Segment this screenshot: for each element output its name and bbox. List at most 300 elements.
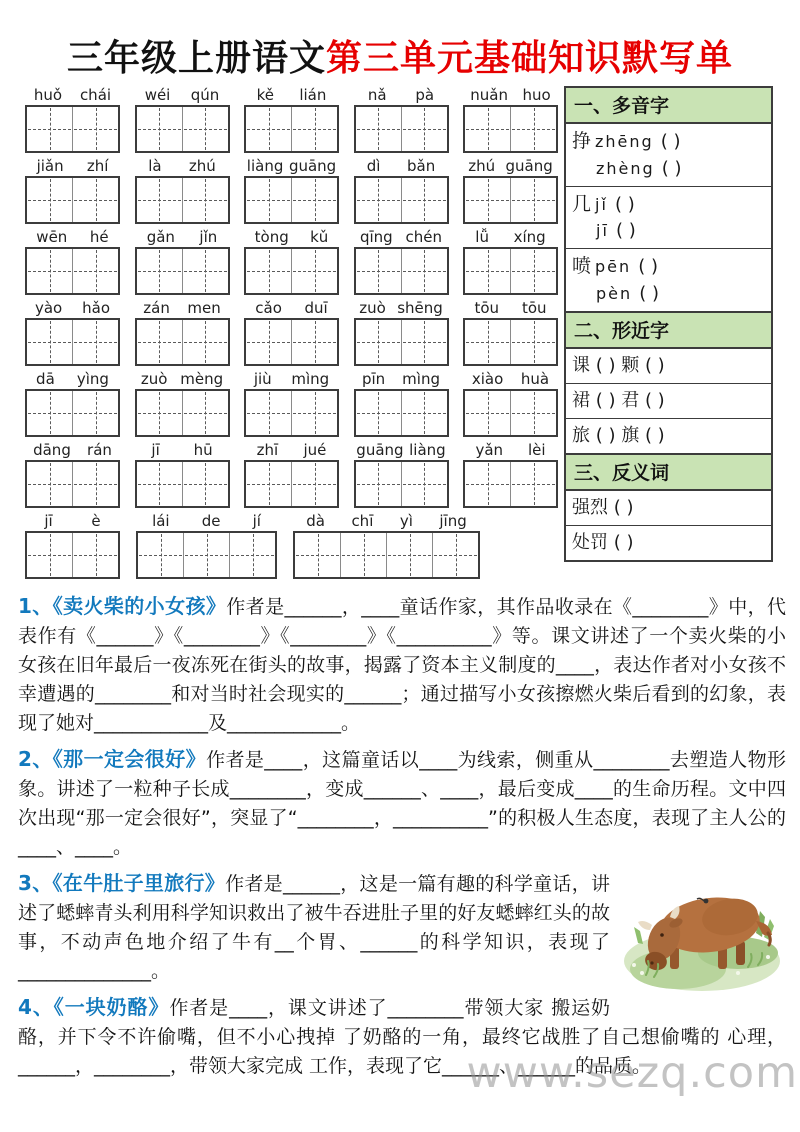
pinyin-syllable: yǎn — [475, 441, 504, 459]
writing-grid-cell — [356, 391, 401, 435]
writing-grid — [135, 460, 230, 508]
writing-grid — [135, 389, 230, 437]
writing-grid — [244, 460, 339, 508]
duoyin-line-1 — [572, 191, 765, 219]
sidebar-section-header: 一、多音字 — [566, 88, 771, 124]
pinyin-syllable: lèi — [527, 441, 546, 459]
writing-grid — [354, 176, 449, 224]
pinyin-syllable: zhī — [256, 441, 279, 459]
pinyin-label — [354, 157, 449, 176]
word-grid-group — [463, 370, 558, 437]
pinyin-grid-row — [25, 370, 558, 437]
writing-grid-cell — [465, 462, 510, 506]
paragraph-3 — [18, 869, 786, 986]
word-grid-group — [135, 441, 230, 508]
writing-grid-cell — [27, 462, 72, 506]
writing-grid-cell — [510, 107, 556, 151]
writing-grid — [354, 105, 449, 153]
word-grid-group — [136, 512, 277, 579]
pinyin-syllable: tōu — [474, 299, 500, 317]
cow-grazing-icon — [618, 873, 786, 995]
writing-grid — [244, 105, 339, 153]
writing-grid-cell — [137, 107, 182, 151]
writing-grid-cell — [291, 249, 337, 293]
pinyin-label — [135, 157, 230, 176]
duoyin-pinyin-1: pēn — [595, 257, 639, 277]
pinyin-syllable: jī — [44, 512, 53, 530]
paragraph-2 — [18, 745, 786, 862]
writing-grid-cell — [401, 107, 447, 151]
writing-grid — [244, 247, 339, 295]
duoyin-pinyin-2: jī — [596, 221, 616, 241]
sidebar-section-header: 二、形近字 — [566, 311, 771, 349]
duoyin-character: 挣 — [572, 130, 592, 152]
pinyin-syllable: nuǎn — [470, 86, 508, 104]
pinyin-syllable: chén — [405, 228, 443, 246]
word-grid-group — [244, 228, 339, 295]
writing-grid — [244, 389, 339, 437]
page-title — [0, 30, 800, 81]
writing-grid-cell — [27, 391, 72, 435]
knowledge-sidebar-table — [564, 86, 773, 562]
writing-grid-cell — [356, 320, 401, 364]
duoyin-line-2 — [572, 281, 765, 307]
pinyin-syllable: guāng — [288, 157, 337, 175]
pinyin-syllable: dì — [366, 157, 381, 175]
word-grid-group — [293, 512, 480, 579]
sidebar-section-xingjin — [566, 311, 771, 453]
writing-grid-cell — [72, 533, 118, 577]
word-grid-group — [25, 86, 120, 153]
xingjin-left: 旅 ( ) — [572, 425, 622, 447]
word-grid-group — [135, 370, 230, 437]
writing-grid-cell — [356, 462, 401, 506]
sidebar-row — [566, 526, 771, 560]
paragraph-3-title: 3、《在牛肚子里旅行》 — [18, 871, 226, 895]
word-grid-group — [244, 441, 339, 508]
writing-grid-cell — [510, 249, 556, 293]
pinyin-syllable: tōu — [521, 299, 547, 317]
writing-grid-cell — [401, 249, 447, 293]
pinyin-syllable: dà — [306, 512, 325, 530]
pinyin-label — [244, 441, 339, 460]
pinyin-syllable: lián — [299, 86, 327, 104]
pinyin-label — [244, 157, 339, 176]
pinyin-syllable: chái — [79, 86, 112, 104]
blank-parentheses: ( ) — [615, 220, 636, 242]
writing-grid — [354, 247, 449, 295]
pinyin-syllable: zuò — [140, 370, 168, 388]
pinyin-label — [463, 86, 558, 105]
pinyin-grid-row — [25, 299, 558, 366]
pinyin-grid-row — [25, 228, 558, 295]
pinyin-label — [136, 512, 277, 531]
writing-grid-cell — [246, 249, 291, 293]
writing-grid-cell — [137, 462, 182, 506]
pinyin-label — [463, 299, 558, 318]
pinyin-syllable: kě — [256, 86, 275, 104]
writing-grid — [463, 247, 558, 295]
pinyin-syllable: jí — [252, 512, 261, 530]
fanyi-word: 处罚 ( ) — [572, 532, 634, 554]
writing-grid-cell — [27, 533, 72, 577]
writing-grid-cell — [72, 320, 118, 364]
xingjin-left: 裙 ( ) — [572, 390, 622, 412]
sidebar-row — [566, 491, 771, 526]
writing-grid — [135, 176, 230, 224]
writing-grid-cell — [291, 462, 337, 506]
blank-parentheses: ( ) — [660, 131, 681, 152]
writing-grid-cell — [27, 107, 72, 151]
writing-grid-cell — [401, 178, 447, 222]
sidebar-section-duoyin — [566, 88, 771, 311]
pinyin-grid-row — [25, 86, 558, 153]
writing-grid — [244, 176, 339, 224]
paragraph-1-body: 作者是______，____童话作家，其作品收录在《________》中，代表作有《______》《________》《________》《__________》等。课文讲述了一个卖火柴的小女孩在旧年最后一夜冻死在街头的故事，揭露了资本主义制度的____，表达作者对小女孩不幸遭遇的________和对当时社会现实的______；通过描写小女孩擦燃火柴后看到的幻象，表现了她对____________及____________。 — [18, 596, 786, 734]
page-title-red: 第三单元基础知识默写单 — [326, 38, 734, 79]
word-grid-group — [25, 512, 120, 579]
writing-grid-cell — [356, 107, 401, 151]
paragraph-2-title: 2、《那一定会很好》 — [18, 747, 207, 771]
xingjin-pair — [572, 390, 665, 411]
pinyin-syllable: xíng — [513, 228, 546, 246]
word-grid-group — [354, 157, 449, 224]
writing-grid — [25, 247, 120, 295]
duoyin-line-1 — [572, 128, 765, 156]
pinyin-label — [244, 86, 339, 105]
pinyin-label — [354, 228, 449, 247]
xingjin-left: 课 ( ) — [572, 354, 622, 376]
writing-grid — [293, 531, 480, 579]
pinyin-syllable: jué — [303, 441, 327, 459]
writing-grid — [354, 318, 449, 366]
pinyin-syllable: mèng — [180, 370, 224, 388]
sidebar-row — [566, 187, 771, 250]
pinyin-syllable: tòng — [254, 228, 289, 246]
writing-grid-cell — [510, 178, 556, 222]
sidebar-row — [566, 384, 771, 419]
word-grid-group — [25, 299, 120, 366]
pinyin-syllable: cǎo — [255, 299, 282, 317]
word-grid-group — [354, 441, 449, 508]
pinyin-grid-row — [25, 512, 558, 579]
writing-grid-cell — [246, 391, 291, 435]
pinyin-syllable: nǎ — [367, 86, 387, 104]
writing-grid-cell — [465, 107, 510, 151]
writing-grid — [135, 318, 230, 366]
writing-grid-cell — [137, 320, 182, 364]
duoyin-pinyin-1: jǐ — [595, 194, 615, 214]
pinyin-syllable: zhú — [468, 157, 496, 175]
writing-grid — [25, 460, 120, 508]
writing-grid-cell — [510, 320, 556, 364]
writing-grid-cell — [182, 249, 228, 293]
pinyin-label — [25, 157, 120, 176]
word-grid-group — [463, 86, 558, 153]
pinyin-syllable: zhú — [188, 157, 216, 175]
paragraph-2-body: 作者是____，这篇童话以____为线索，侧重从________去塑造人物形象。讲述了一粒种子长成________，变成______、____，最后变成____的生命历程。文中四次出现“那一定会很好”，突显了“________，__________”的积极人生态度，表现了主人公的____、____。 — [18, 749, 786, 858]
pinyin-syllable: mìng — [291, 370, 330, 388]
writing-grid-cell — [137, 249, 182, 293]
pinyin-syllable: hé — [89, 228, 109, 246]
writing-grid-cell — [182, 107, 228, 151]
sidebar-row — [566, 124, 771, 187]
writing-grid — [463, 105, 558, 153]
writing-grid-cell — [182, 320, 228, 364]
writing-grid — [25, 318, 120, 366]
writing-grid-cell — [72, 249, 118, 293]
writing-grid-cell — [510, 462, 556, 506]
pinyin-grid-row — [25, 441, 558, 508]
word-grid-group — [25, 370, 120, 437]
writing-grid-cell — [229, 533, 275, 577]
word-grid-group — [244, 157, 339, 224]
writing-grid-cell — [295, 533, 340, 577]
word-grid-group — [244, 370, 339, 437]
pinyin-syllable: là — [148, 157, 162, 175]
pinyin-label — [463, 157, 558, 176]
writing-grid-cell — [182, 391, 228, 435]
cow-illustration — [618, 873, 786, 995]
pinyin-label — [135, 299, 230, 318]
xingjin-pair — [572, 425, 665, 446]
duoyin-line-1 — [572, 253, 765, 281]
pinyin-label — [25, 299, 120, 318]
blank-parentheses: ( ) — [639, 282, 660, 304]
writing-grid-cell — [183, 533, 229, 577]
pinyin-syllable: dāng — [33, 441, 71, 459]
writing-grid-cell — [291, 320, 337, 364]
pinyin-label — [135, 441, 230, 460]
paragraph-1-title: 1、《卖火柴的小女孩》 — [18, 594, 227, 618]
word-grid-group — [463, 228, 558, 295]
watermark: www.sezq.com — [466, 1048, 798, 1098]
pinyin-syllable: jǐn — [199, 228, 218, 246]
writing-grid — [463, 460, 558, 508]
pinyin-syllable: wēn — [36, 228, 68, 246]
pinyin-syllable: shēng — [397, 299, 443, 317]
pinyin-label — [463, 441, 558, 460]
pinyin-syllable: men — [187, 299, 221, 317]
pinyin-syllable: qún — [190, 86, 220, 104]
sidebar-section-fanyi — [566, 453, 771, 560]
pinyin-syllable: yào — [34, 299, 63, 317]
duoyin-character: 喷 — [572, 255, 592, 278]
pinyin-syllable: hū — [193, 441, 213, 459]
pinyin-syllable: è — [91, 512, 101, 530]
writing-grid — [25, 105, 120, 153]
pinyin-label — [25, 86, 120, 105]
writing-grid — [25, 531, 120, 579]
writing-grid-cell — [246, 462, 291, 506]
word-grid-group — [463, 299, 558, 366]
writing-grid-cell — [465, 320, 510, 364]
pinyin-label — [463, 370, 558, 389]
pinyin-syllable: xiào — [471, 370, 504, 388]
blank-parentheses: ( ) — [638, 256, 659, 278]
pinyin-syllable: liàng — [409, 441, 446, 459]
pinyin-label — [244, 370, 339, 389]
writing-grid-cell — [465, 391, 510, 435]
writing-grid-cell — [246, 107, 291, 151]
writing-grid — [135, 247, 230, 295]
sidebar-row — [566, 349, 771, 384]
writing-grid-cell — [401, 320, 447, 364]
pinyin-label — [244, 228, 339, 247]
duoyin-line-2 — [572, 156, 765, 182]
writing-grid-cell — [182, 462, 228, 506]
word-grid-group — [354, 228, 449, 295]
pinyin-syllable: dā — [36, 370, 55, 388]
writing-grid — [136, 531, 277, 579]
pinyin-label — [354, 441, 449, 460]
pinyin-label — [25, 370, 120, 389]
writing-grid-cell — [432, 533, 478, 577]
pinyin-label — [25, 512, 120, 531]
writing-grid-cell — [401, 391, 447, 435]
duoyin-character: 几 — [572, 192, 592, 215]
writing-grid-cell — [137, 178, 182, 222]
word-grid-group — [135, 86, 230, 153]
pinyin-label — [135, 228, 230, 247]
pinyin-syllable: yì — [399, 512, 413, 530]
pinyin-label — [244, 299, 339, 318]
page-title-black: 三年级上册语文 — [66, 38, 326, 79]
writing-grid-cell — [72, 462, 118, 506]
duoyin-pinyin-2: pèn — [596, 283, 640, 303]
pinyin-label — [25, 441, 120, 460]
pinyin-label — [463, 228, 558, 247]
xingjin-right: 旗 ( ) — [621, 425, 665, 447]
pinyin-syllable: jiù — [253, 370, 272, 388]
pinyin-syllable: huà — [520, 370, 550, 388]
pinyin-syllable: liàng — [246, 157, 284, 175]
pinyin-label — [354, 299, 449, 318]
word-grid-group — [354, 299, 449, 366]
writing-grid-cell — [356, 178, 401, 222]
writing-grid-cell — [291, 391, 337, 435]
word-grid-group — [25, 157, 120, 224]
pinyin-syllable: gǎn — [146, 228, 175, 246]
writing-grid-cell — [138, 533, 183, 577]
pinyin-syllable: wéi — [144, 86, 171, 104]
word-grid-group — [463, 441, 558, 508]
xingjin-right: 颗 ( ) — [621, 354, 665, 376]
writing-grid-cell — [386, 533, 432, 577]
blank-parentheses: ( ) — [661, 157, 682, 179]
word-grid-group — [25, 228, 120, 295]
writing-grid-cell — [246, 320, 291, 364]
pinyin-syllable: hǎo — [82, 299, 111, 317]
pinyin-grid-row — [25, 157, 558, 224]
pinyin-syllable: bǎn — [407, 157, 436, 175]
paragraph-1 — [18, 592, 786, 738]
duoyin-line-2 — [572, 218, 765, 244]
writing-grid-cell — [510, 391, 556, 435]
word-grid-group — [135, 299, 230, 366]
writing-grid — [354, 389, 449, 437]
pinyin-syllable: jī — [151, 441, 160, 459]
paragraph-3-body: 作者是______，这是一篇有趣的科学童话，讲述了蟋蟀青头利用科学知识救出了被牛吞进肚子里的好友蟋蟀红头的故事，不动声色地介绍了牛有__个胃、______的科学知识，表现了______________。 — [18, 873, 610, 982]
sidebar-row — [566, 419, 771, 453]
pinyin-syllable: zán — [143, 299, 170, 317]
word-grid-group — [463, 157, 558, 224]
word-grid-group — [25, 441, 120, 508]
pinyin-syllable: lái — [152, 512, 170, 530]
writing-grid-cell — [465, 178, 510, 222]
pinyin-syllable: lǚ — [475, 228, 489, 246]
pinyin-syllable: huo — [522, 86, 551, 104]
writing-grid-cell — [27, 320, 72, 364]
paragraph-4-title: 4、《一块奶酪》 — [18, 995, 170, 1019]
pinyin-syllable: rán — [87, 441, 112, 459]
blank-parentheses: ( ) — [615, 193, 635, 215]
pinyin-syllable: jiǎn — [36, 157, 64, 175]
xingjin-pair — [572, 355, 665, 376]
writing-grid-cell — [356, 249, 401, 293]
word-grid-group — [354, 86, 449, 153]
pinyin-syllable: zhí — [86, 157, 109, 175]
writing-grid — [463, 176, 558, 224]
writing-grid-cell — [182, 178, 228, 222]
writing-grid — [463, 318, 558, 366]
writing-grid — [25, 176, 120, 224]
top-zone — [25, 86, 775, 581]
writing-grid-cell — [72, 107, 118, 151]
writing-grid-cell — [465, 249, 510, 293]
word-grid-group — [135, 157, 230, 224]
pinyin-syllable: yìng — [76, 370, 109, 388]
word-grid-group — [354, 370, 449, 437]
pinyin-syllable: pīn — [361, 370, 386, 388]
pinyin-syllable: de — [201, 512, 221, 530]
word-grid-group — [244, 299, 339, 366]
writing-grid — [135, 105, 230, 153]
fanyi-word: 强烈 ( ) — [572, 497, 634, 519]
writing-grid-cell — [72, 178, 118, 222]
pinyin-label — [293, 512, 480, 531]
writing-grid-cell — [291, 178, 337, 222]
pinyin-label — [25, 228, 120, 247]
pinyin-label — [135, 86, 230, 105]
writing-grid — [354, 460, 449, 508]
sidebar-section-header: 三、反义词 — [566, 453, 771, 491]
writing-grid-cell — [246, 178, 291, 222]
pinyin-syllable: pà — [415, 86, 435, 104]
pinyin-syllable: chī — [351, 512, 374, 530]
xingjin-right: 君 ( ) — [621, 390, 665, 412]
writing-grid — [463, 389, 558, 437]
word-grid-group — [244, 86, 339, 153]
paragraph-4-body: 作者是____，课文讲述了________带领大家 搬运奶酪，并下令不许偷嘴，但不小心拽掉 了奶酪的一角，最终它战胜了自己想偷嘴的 心理，______，________，带领大家完成 工作，表现了它______、______的品质。 — [18, 997, 786, 1077]
pinyin-syllable: guāng — [505, 157, 553, 175]
writing-grid-cell — [340, 533, 386, 577]
writing-grid — [25, 389, 120, 437]
pinyin-label — [135, 370, 230, 389]
pinyin-syllable: mìng — [402, 370, 440, 388]
writing-grid-cell — [291, 107, 337, 151]
writing-grid — [244, 318, 339, 366]
pinyin-syllable: huǒ — [33, 86, 63, 104]
writing-grid-cell — [27, 178, 72, 222]
duoyin-pinyin-1: zhēng — [595, 132, 661, 151]
pinyin-syllable: qīng — [359, 228, 393, 246]
pinyin-syllable: zuò — [359, 299, 386, 317]
pinyin-label — [354, 370, 449, 389]
pinyin-grid-column — [25, 86, 558, 581]
writing-grid-cell — [401, 462, 447, 506]
pinyin-syllable: guāng — [356, 441, 404, 459]
